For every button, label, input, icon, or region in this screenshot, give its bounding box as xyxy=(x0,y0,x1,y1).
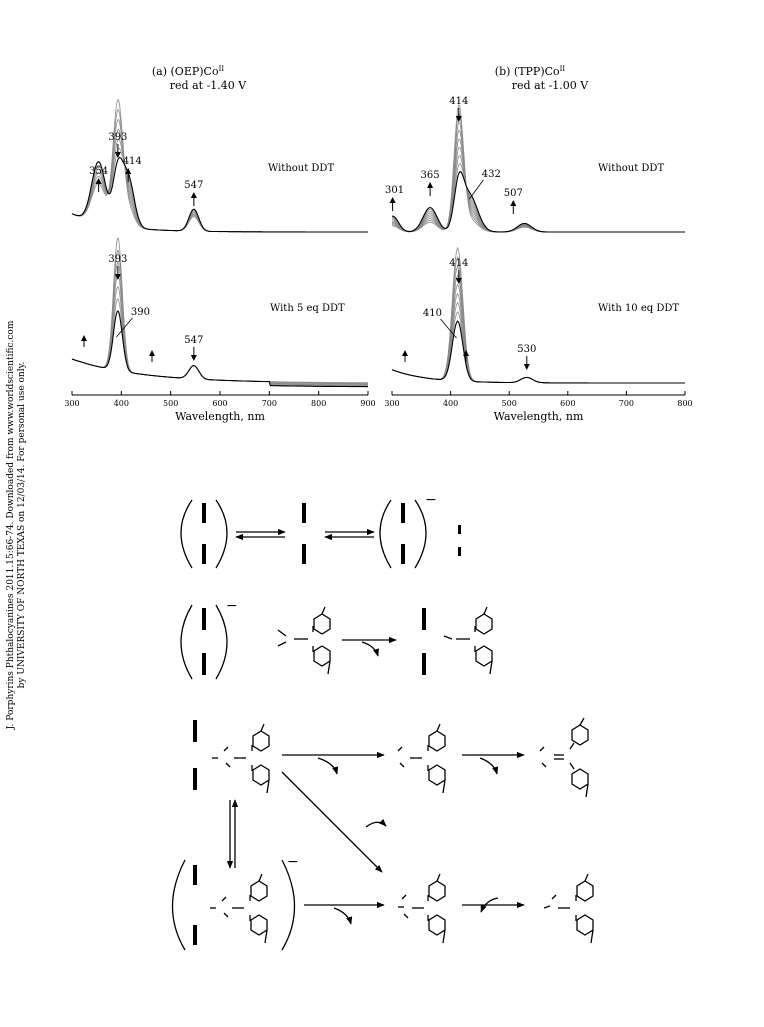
ddt-molecule-2 xyxy=(444,607,492,674)
x-tick-label: 800 xyxy=(677,399,693,408)
spectrum-trace xyxy=(392,266,685,383)
subplot-label: With 5 eq DDT xyxy=(270,303,345,314)
spectrum-trace xyxy=(72,311,368,387)
peak-label: 365 xyxy=(420,170,440,181)
peak-label: 547 xyxy=(184,335,204,346)
subplot-label: Without DDT xyxy=(268,163,335,174)
peak-label: 547 xyxy=(184,180,204,191)
spectrum-trace xyxy=(392,148,685,233)
panel-subtitle: red at -1.00 V xyxy=(511,79,589,92)
subplot-label: Without DDT xyxy=(598,163,665,174)
peak-label: 414 xyxy=(122,156,142,167)
panel-title: (a) $(OEP)Co^{II}$ xyxy=(151,65,225,78)
peak-leader xyxy=(469,180,483,199)
peak-label: 414 xyxy=(449,258,469,269)
ddt-molecule-6 xyxy=(398,874,445,943)
trend-arrowhead xyxy=(81,335,87,341)
side-note-line2: by UNIVERSITY OF NORTH TEXAS on 12/03/14. For personal use only. xyxy=(17,361,27,689)
x-tick-label: 400 xyxy=(442,399,459,408)
x-tick-label: 300 xyxy=(384,399,400,408)
ddt-molecule-5 xyxy=(210,874,267,943)
ddt-molecule-4 xyxy=(398,724,445,793)
scheme-row-2 xyxy=(181,605,492,679)
x-tick-label: 700 xyxy=(261,399,277,408)
trend-arrowhead xyxy=(402,350,408,356)
x-tick-label: 900 xyxy=(360,399,376,408)
trend-arrowhead xyxy=(149,350,155,356)
x-tick-label: 800 xyxy=(311,399,327,408)
peak-arrowhead xyxy=(510,200,516,206)
scheme-row-1 xyxy=(181,500,461,568)
panel-subtitle: red at -1.40 V xyxy=(169,79,247,92)
scheme-row-4 xyxy=(173,860,594,950)
panel-title: (b) $(TPP)Co^{II}$ xyxy=(494,65,566,78)
x-axis-label: Wavelength, nm xyxy=(175,410,265,423)
spectrum-trace xyxy=(392,257,685,383)
peak-label: 530 xyxy=(517,344,537,355)
panel-title-superscript: II xyxy=(559,65,566,73)
peak-label: 354 xyxy=(89,166,109,177)
peak-arrowhead xyxy=(191,355,197,361)
peak-label: 393 xyxy=(108,254,128,265)
x-tick-label: 300 xyxy=(64,399,80,408)
peak-label: 432 xyxy=(481,169,501,180)
spectrum-trace xyxy=(392,275,685,383)
x-tick-label: 600 xyxy=(212,399,228,408)
scheme-row-3 xyxy=(193,718,588,872)
peak-arrowhead xyxy=(524,364,530,370)
panel-b xyxy=(384,65,692,423)
peak-label: 393 xyxy=(108,132,128,143)
spectrum-trace xyxy=(392,285,685,384)
ddt-molecule-7 xyxy=(544,874,593,943)
peak-label: 301 xyxy=(385,185,405,196)
peak-arrowhead xyxy=(191,192,197,198)
panel-title-superscript: II xyxy=(218,65,225,73)
side-note-line1: J. Porphyrins Phthalocyanines 2011.15:66-74. Downloaded from www.worldscientific.com xyxy=(6,320,16,730)
peak-label: 390 xyxy=(130,307,150,318)
anion-charge-2: − xyxy=(226,598,238,614)
ddt-molecule-1 xyxy=(278,607,330,674)
spectrum-trace xyxy=(72,149,368,233)
x-axis-label: Wavelength, nm xyxy=(493,410,584,423)
x-tick-label: 500 xyxy=(163,399,179,408)
spectra-figure xyxy=(0,0,764,450)
peak-label: 507 xyxy=(503,188,523,199)
x-tick-label: 700 xyxy=(618,399,635,408)
spectrum-trace xyxy=(392,321,685,383)
ddt-alkene xyxy=(540,718,588,797)
peak-arrowhead xyxy=(390,197,396,203)
panel-a xyxy=(64,65,375,423)
x-tick-label: 600 xyxy=(560,399,576,408)
peak-label: 410 xyxy=(422,308,443,319)
reaction-scheme xyxy=(0,470,764,1027)
x-tick-label: 500 xyxy=(501,399,517,408)
subplot-label: With 10 eq DDT xyxy=(598,303,680,314)
ddt-molecule-3 xyxy=(212,724,269,793)
peak-arrowhead xyxy=(427,182,433,188)
anion-charge-3: − xyxy=(287,854,299,870)
spectrum-trace xyxy=(392,312,685,383)
peak-label: 414 xyxy=(449,96,469,107)
anion-charge-1: − xyxy=(425,492,437,508)
x-tick-label: 400 xyxy=(113,399,129,408)
